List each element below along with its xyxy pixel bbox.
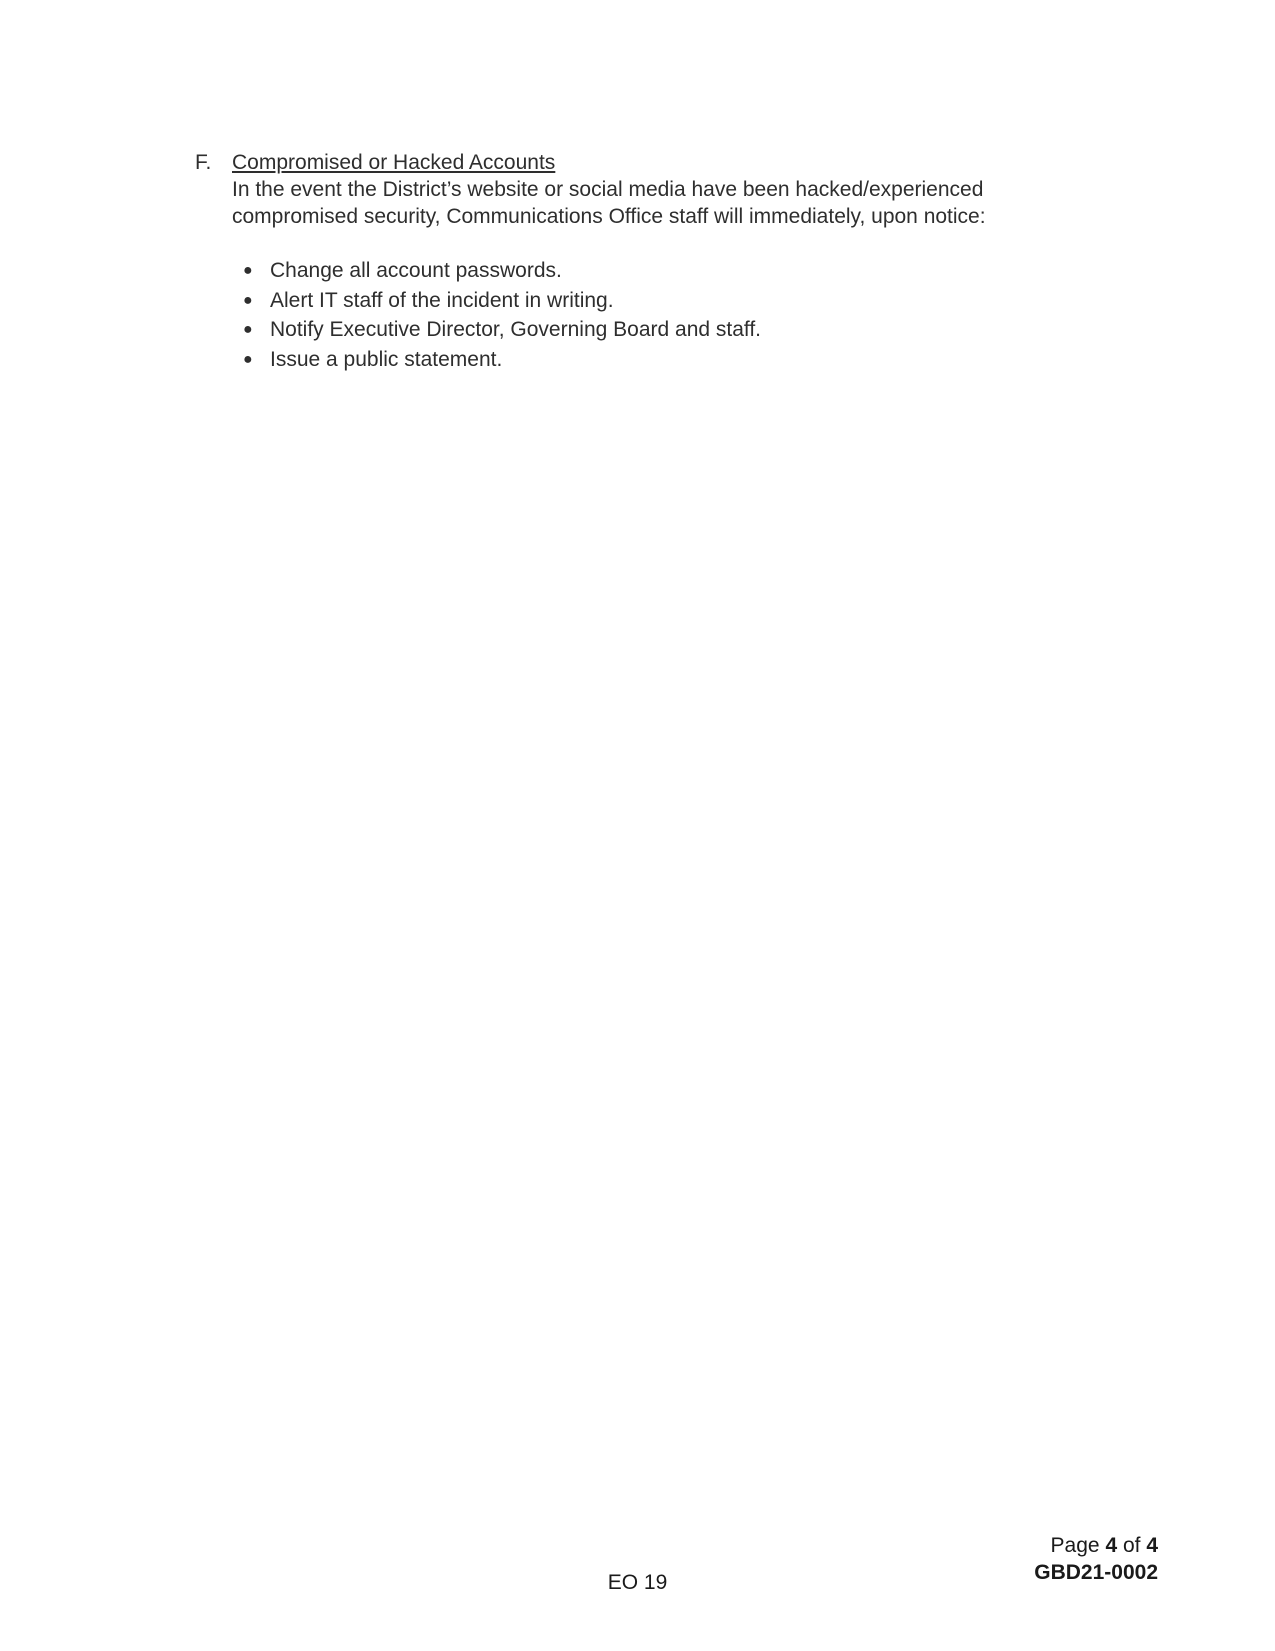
page-number xyxy=(1051,1532,1158,1559)
page-middle: of xyxy=(1117,1534,1147,1557)
section-title: Compromised or Hacked Accounts xyxy=(232,151,556,174)
action-list xyxy=(243,257,1095,375)
list-item xyxy=(243,287,1095,317)
bullet-icon: ● xyxy=(243,321,253,338)
bullet-icon: ● xyxy=(243,350,253,368)
list-item-text: Change all account passwords. xyxy=(270,259,562,282)
list-item xyxy=(243,346,1095,376)
section-heading xyxy=(195,149,1095,176)
bullet-icon: ● xyxy=(243,291,253,309)
eo-label: EO 19 xyxy=(607,1571,668,1594)
bullet-icon: ● xyxy=(243,262,253,279)
section-f xyxy=(195,149,1095,375)
intro-line: In the event the District’s website or social media have been hacked/experienced xyxy=(232,178,984,201)
page-prefix: Page xyxy=(1050,1534,1106,1557)
document-number: GBD21-0002 xyxy=(1034,1561,1158,1584)
list-item xyxy=(243,316,1095,346)
list-item-text: Issue a public statement. xyxy=(270,347,503,371)
list-item-text: Notify Executive Director, Governing Board and staff. xyxy=(270,318,762,341)
section-letter: F. xyxy=(195,151,212,174)
list-item-text: Alert IT staff of the incident in writing. xyxy=(270,288,614,312)
intro-line: compromised security, Communications Office staff will immediately, upon notice: xyxy=(232,205,986,228)
section-intro xyxy=(232,176,1082,230)
page-total: 4 xyxy=(1146,1534,1158,1557)
page-current: 4 xyxy=(1105,1534,1118,1557)
list-item xyxy=(243,257,1095,287)
